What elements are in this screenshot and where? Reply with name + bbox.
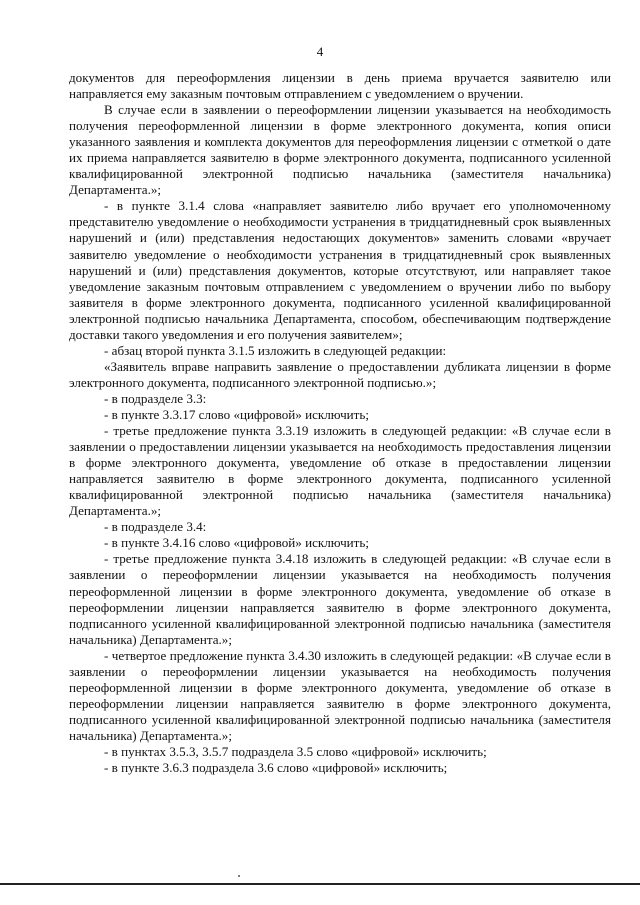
paragraph-14: - в пункте 3.6.3 подраздела 3.6 слово «цифровой» исключить; [104,760,448,776]
paragraph-9: - в подразделе 3.4: [104,519,207,535]
paragraph-8: - третье предложение пункта 3.3.19 изложить в следующей редакции: «В случае если в заявлении о предоставлении лицензии указывается на необходимость предоставления лицензии в форме электронного документа, уведомление об отказе в предоставлении лицензии направляется заявителю в форме электронного документа, подписанного усиленной квалифицированной электронной подписью начальника (заместителя начальника) Департамента.»; [69,423,611,519]
paragraph-3: - в пункте 3.1.4 слова «направляет заявителю либо вручает его уполномоченному представителю уведомление о необходимости устранения в тридцатидневный срок выявленных нарушений и (или) представления недостающих документов» заменить словами «вручает заявителю уведомление о необходимости устранения в тридцатидневный срок выявленных нарушений и (или) представления документов, которые отсутствуют, или направляет такое уведомление заказным почтовым отправлением с уведомлением о вручении либо по выбору заявителя в форме электронного документа, подписанного усиленной квалифицированной электронной подписью начальника Департамента, способом, обеспечивающим подтверждение доставки такого уведомления и его получения заявителем»; [69,198,611,342]
scan-bottom-edge-line [0,883,640,885]
scan-artifact-dot [238,875,240,877]
paragraph-11: - третье предложение пункта 3.4.18 изложить в следующей редакции: «В случае если в заявлении о переоформлении лицензии указывается на необходимость получения переоформленной лицензии в форме электронного документа, уведомление об отказе в переоформлении лицензии направляется заявителю в форме электронного документа, подписанного усиленной квалифицированной электронной подписью начальника (заместителя начальника) Департамента.»; [69,551,611,647]
paragraph-5: «Заявитель вправе направить заявление о предоставлении дубликата лицензии в форме электронного документа, подписанного электронной подписью.»; [69,358,611,390]
paragraph-6: - в подразделе 3.3: [104,390,207,406]
page-number: 4 [316,44,324,59]
paragraph-2: В случае если в заявлении о переоформлении лицензии указывается на необходимость получения переоформленной лицензии в форме электронного документа, копия описи указанного заявления и комплекта документов для переоформления лицензии с отметкой о дате их приема направляется заявителю в форме электронного документа, подписанного усиленной квалифицированной электронной подписью начальника (заместителя начальника) Департамента.»; [69,102,611,198]
paragraph-1: документов для переоформления лицензии в день приема вручается заявителю или направляется ему заказным почтовым отправлением с уведомлением о вручении. [69,70,611,102]
paragraph-12: - четвертое предложение пункта 3.4.30 изложить в следующей редакции: «В случае если в заявлении о переоформлении лицензии указывается на необходимость получения переоформленной лицензии в форме электронного документа, уведомление об отказе в переоформлении лицензии направляется заявителю в форме электронного документа, подписанного усиленной квалифицированной электронной подписью начальника (заместителя начальника) Департамента.»; [69,647,611,743]
paragraph-4: - абзац второй пункта 3.1.5 изложить в следующей редакции: [104,342,447,358]
paragraph-7: - в пункте 3.3.17 слово «цифровой» исключить; [104,406,369,422]
document-body [69,70,611,776]
paragraph-10: - в пункте 3.4.16 слово «цифровой» исключить; [104,535,369,551]
paragraph-13: - в пунктах 3.5.3, 3.5.7 подраздела 3.5 слово «цифровой» исключить; [104,743,487,759]
